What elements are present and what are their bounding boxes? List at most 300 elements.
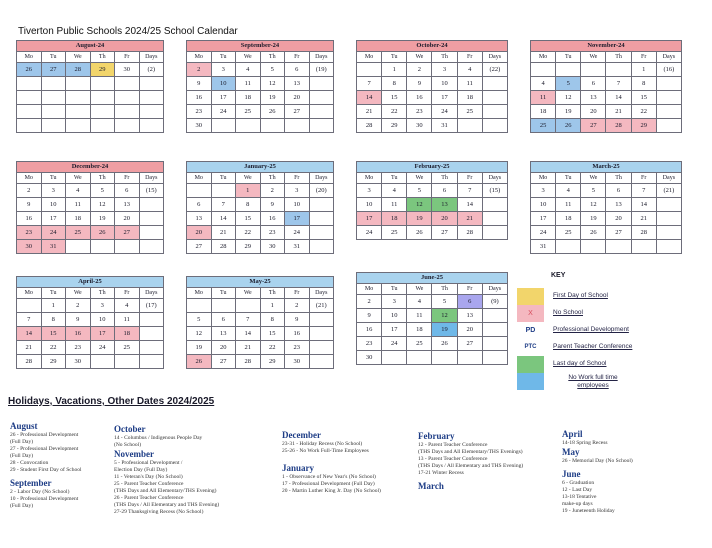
day-cell: [382, 351, 407, 365]
weekday-header: Fr: [457, 284, 482, 295]
days-count: [139, 240, 164, 254]
weekday-header: Th: [260, 288, 285, 299]
holiday-entry: 17 - Professional Development (Full Day): [282, 481, 375, 487]
day-cell: 10: [531, 198, 556, 212]
days-count: [139, 341, 164, 355]
days-count: [656, 226, 681, 240]
day-cell: 13: [581, 91, 606, 105]
day-cell: 4: [236, 63, 261, 77]
days-count: [656, 91, 681, 105]
month-calendar: [186, 161, 334, 254]
holiday-entry: 29 - Student First Day of School: [10, 467, 82, 473]
day-cell: [66, 77, 91, 91]
day-cell: [66, 91, 91, 105]
day-cell: 30: [260, 240, 285, 254]
day-cell: [17, 299, 42, 313]
days-header: Days: [656, 52, 681, 63]
key-swatch: [517, 356, 544, 373]
day-cell: [236, 299, 261, 313]
day-cell: 31: [41, 240, 66, 254]
day-cell: 14: [211, 212, 236, 226]
day-cell: 24: [382, 337, 407, 351]
day-cell: 17: [285, 212, 310, 226]
day-cell: 6: [457, 295, 482, 309]
day-cell: [187, 184, 212, 198]
holiday-entry: 14 - Columbus / Indigenous People Day: [114, 435, 203, 441]
day-cell: 29: [260, 355, 285, 369]
day-cell: 22: [382, 105, 407, 119]
day-cell: 21: [357, 105, 382, 119]
day-cell: 27: [41, 63, 66, 77]
weekday-header: Tu: [382, 173, 407, 184]
day-cell: 5: [90, 184, 115, 198]
day-cell: 23: [66, 341, 91, 355]
days-count: [309, 327, 334, 341]
weekday-header: Mo: [17, 52, 42, 63]
month-name: November-24: [531, 41, 682, 52]
day-cell: 23: [187, 105, 212, 119]
days-count: (15): [482, 184, 507, 198]
day-cell: [556, 240, 581, 254]
day-cell: 3: [285, 184, 310, 198]
day-cell: 8: [260, 313, 285, 327]
month-calendar: [530, 40, 682, 133]
day-cell: [581, 63, 606, 77]
month-name: April-25: [17, 277, 164, 288]
day-cell: [41, 105, 66, 119]
day-cell: 26: [260, 105, 285, 119]
days-count: [309, 119, 334, 133]
day-cell: 5: [556, 77, 581, 91]
day-cell: 3: [531, 184, 556, 198]
weekday-header: Th: [260, 52, 285, 63]
key-item: [517, 339, 697, 356]
day-cell: 14: [17, 327, 42, 341]
day-cell: 20: [581, 105, 606, 119]
day-cell: 11: [457, 77, 482, 91]
month-name: August-24: [17, 41, 164, 52]
day-cell: [631, 240, 656, 254]
holiday-entry: (Full Day): [10, 503, 34, 509]
day-cell: 17: [432, 91, 457, 105]
days-count: [482, 323, 507, 337]
day-cell: 13: [187, 212, 212, 226]
holiday-entry: 13-18 Tentative: [562, 494, 597, 500]
day-cell: 29: [382, 119, 407, 133]
day-cell: 19: [260, 91, 285, 105]
day-cell: 5: [187, 313, 212, 327]
day-cell: 25: [531, 119, 556, 133]
day-cell: [41, 77, 66, 91]
day-cell: 9: [66, 313, 91, 327]
day-cell: 28: [66, 63, 91, 77]
weekday-header: Tu: [41, 288, 66, 299]
days-count: [482, 309, 507, 323]
holiday-entry: (THS Days and All Elementary/THS Evenings): [418, 449, 523, 455]
day-cell: 6: [581, 77, 606, 91]
holiday-entry: 10 - Professional Development: [10, 496, 79, 502]
day-cell: 16: [357, 323, 382, 337]
day-cell: [17, 77, 42, 91]
day-cell: 20: [285, 91, 310, 105]
day-cell: [407, 351, 432, 365]
weekday-header: Tu: [211, 173, 236, 184]
day-cell: 8: [631, 77, 656, 91]
holiday-month: October: [114, 424, 146, 434]
day-cell: 25: [457, 105, 482, 119]
days-count: (20): [309, 184, 334, 198]
day-cell: 13: [285, 77, 310, 91]
day-cell: [90, 77, 115, 91]
day-cell: [17, 91, 42, 105]
day-cell: 6: [606, 184, 631, 198]
holiday-entry: 23-31 - Holiday Recess (No School): [282, 441, 363, 447]
days-header: Days: [139, 173, 164, 184]
day-cell: 14: [457, 198, 482, 212]
day-cell: 2: [66, 299, 91, 313]
day-cell: [115, 77, 140, 91]
day-cell: 19: [581, 212, 606, 226]
weekday-header: Th: [90, 52, 115, 63]
day-cell: 28: [211, 240, 236, 254]
holiday-month: December: [282, 430, 321, 440]
days-count: [309, 355, 334, 369]
holiday-entry: Election Day (Full Day): [114, 467, 168, 473]
holiday-entry: 6 - Graduation: [562, 480, 595, 486]
holiday-month: August: [10, 421, 38, 431]
weekday-header: Fr: [631, 173, 656, 184]
day-cell: 19: [187, 341, 212, 355]
day-cell: 30: [407, 119, 432, 133]
weekday-header: Fr: [285, 173, 310, 184]
holiday-column: [418, 431, 523, 492]
day-cell: 29: [236, 240, 261, 254]
day-cell: 26: [17, 63, 42, 77]
day-cell: 16: [285, 327, 310, 341]
days-count: (19): [309, 63, 334, 77]
weekday-header: We: [66, 173, 91, 184]
weekday-header: Th: [432, 284, 457, 295]
month-name: January-25: [187, 162, 334, 173]
days-count: [482, 91, 507, 105]
day-cell: 2: [187, 63, 212, 77]
day-cell: 12: [407, 198, 432, 212]
day-cell: 31: [285, 240, 310, 254]
day-cell: 24: [41, 226, 66, 240]
day-cell: [66, 105, 91, 119]
month-calendar: [16, 276, 164, 369]
weekday-header: Mo: [187, 173, 212, 184]
day-cell: 18: [531, 105, 556, 119]
weekday-header: We: [236, 52, 261, 63]
days-count: (2): [139, 63, 164, 77]
day-cell: [115, 91, 140, 105]
weekday-header: We: [66, 288, 91, 299]
day-cell: 25: [407, 337, 432, 351]
key-item: [517, 305, 697, 322]
holiday-month: March: [418, 481, 444, 491]
weekday-header: Tu: [382, 284, 407, 295]
day-cell: 9: [407, 77, 432, 91]
days-count: [139, 212, 164, 226]
weekday-header: Fr: [457, 52, 482, 63]
day-cell: 16: [17, 212, 42, 226]
days-count: [139, 313, 164, 327]
key-swatch: [517, 288, 544, 305]
weekday-header: Mo: [357, 173, 382, 184]
weekday-header: We: [236, 173, 261, 184]
day-cell: 17: [382, 323, 407, 337]
day-cell: 24: [432, 105, 457, 119]
days-count: [482, 105, 507, 119]
days-count: [482, 337, 507, 351]
weekday-header: Mo: [187, 288, 212, 299]
day-cell: 8: [382, 77, 407, 91]
day-cell: 28: [457, 226, 482, 240]
day-cell: [66, 119, 91, 133]
days-count: [309, 313, 334, 327]
days-count: [482, 77, 507, 91]
days-header: Days: [482, 284, 507, 295]
day-cell: [531, 63, 556, 77]
days-count: [309, 341, 334, 355]
day-cell: 18: [115, 327, 140, 341]
day-cell: 27: [432, 226, 457, 240]
weekday-header: Th: [606, 52, 631, 63]
day-cell: [357, 63, 382, 77]
day-cell: 30: [115, 63, 140, 77]
days-count: [656, 77, 681, 91]
day-cell: 29: [631, 119, 656, 133]
day-cell: [115, 355, 140, 369]
key-swatch: X: [517, 305, 544, 322]
day-cell: 1: [631, 63, 656, 77]
day-cell: 1: [382, 63, 407, 77]
day-cell: 18: [556, 212, 581, 226]
days-count: (21): [309, 299, 334, 313]
day-cell: 4: [382, 184, 407, 198]
weekday-header: Mo: [17, 173, 42, 184]
holiday-month: February: [418, 431, 455, 441]
holiday-entry: 26 - Parent Teacher Conference: [114, 495, 184, 501]
holiday-entry: 12 - Last Day: [562, 487, 593, 493]
day-cell: 11: [382, 198, 407, 212]
holiday-entry: 13 - Parent Teacher Conference: [418, 456, 488, 462]
day-cell: 16: [187, 91, 212, 105]
holiday-entry: (Full Day): [10, 453, 34, 459]
holiday-entry: (Full Day): [10, 439, 34, 445]
day-cell: 6: [115, 184, 140, 198]
day-cell: 26: [556, 119, 581, 133]
holiday-entry: 27-29 Thanksgiving Recess (No School): [114, 509, 204, 515]
holiday-entry: 28 - Convocation: [10, 460, 49, 466]
day-cell: 24: [357, 226, 382, 240]
day-cell: 20: [606, 212, 631, 226]
day-cell: 1: [260, 299, 285, 313]
day-cell: [187, 299, 212, 313]
month-name: February-25: [357, 162, 508, 173]
key-label: No School: [553, 309, 583, 316]
day-cell: 13: [115, 198, 140, 212]
weekday-header: Fr: [631, 52, 656, 63]
day-cell: 12: [556, 91, 581, 105]
day-cell: 23: [285, 341, 310, 355]
day-cell: [17, 119, 42, 133]
day-cell: 9: [285, 313, 310, 327]
days-count: (17): [139, 299, 164, 313]
day-cell: [41, 119, 66, 133]
day-cell: 2: [357, 295, 382, 309]
days-count: (9): [482, 295, 507, 309]
month-calendar: [530, 161, 682, 254]
day-cell: 27: [606, 226, 631, 240]
day-cell: 7: [236, 313, 261, 327]
holiday-column: [562, 429, 633, 515]
day-cell: 25: [66, 226, 91, 240]
day-cell: 14: [357, 91, 382, 105]
day-cell: 23: [17, 226, 42, 240]
day-cell: 9: [357, 309, 382, 323]
day-cell: 25: [115, 341, 140, 355]
day-cell: 17: [531, 212, 556, 226]
day-cell: 3: [357, 184, 382, 198]
day-cell: 25: [556, 226, 581, 240]
day-cell: 28: [631, 226, 656, 240]
day-cell: 28: [606, 119, 631, 133]
key-label: Professional Development: [553, 326, 629, 333]
weekday-header: We: [407, 52, 432, 63]
day-cell: 30: [17, 240, 42, 254]
days-count: (21): [656, 184, 681, 198]
key-swatch: PD: [525, 327, 536, 334]
day-cell: 8: [236, 198, 261, 212]
day-cell: 15: [260, 327, 285, 341]
weekday-header: We: [407, 173, 432, 184]
day-cell: 9: [17, 198, 42, 212]
days-count: [309, 198, 334, 212]
day-cell: 10: [357, 198, 382, 212]
day-cell: 20: [187, 226, 212, 240]
day-cell: [90, 240, 115, 254]
day-cell: 7: [357, 77, 382, 91]
holidays-title: Holidays, Vacations, Other Dates 2024/2025: [8, 396, 215, 407]
holiday-month: September: [10, 478, 52, 488]
day-cell: 11: [407, 309, 432, 323]
days-header: Days: [656, 173, 681, 184]
day-cell: 2: [285, 299, 310, 313]
day-cell: 18: [66, 212, 91, 226]
day-cell: [606, 63, 631, 77]
day-cell: 27: [187, 240, 212, 254]
day-cell: 23: [357, 337, 382, 351]
day-cell: 25: [236, 105, 261, 119]
key-label: First Day of School: [553, 292, 608, 299]
month-name: June-25: [357, 273, 508, 284]
days-count: [656, 119, 681, 133]
holiday-entry: 1 - Observance of New Year's (No School): [282, 474, 376, 480]
day-cell: 23: [260, 226, 285, 240]
days-count: [309, 91, 334, 105]
weekday-header: Th: [432, 173, 457, 184]
holiday-entry: (THS Days and All Elementary/THS Evening): [114, 488, 217, 494]
days-header: Days: [139, 288, 164, 299]
weekday-header: We: [581, 52, 606, 63]
month-name: September-24: [187, 41, 334, 52]
day-cell: 20: [457, 323, 482, 337]
weekday-header: We: [581, 173, 606, 184]
day-cell: 2: [407, 63, 432, 77]
day-cell: 15: [631, 91, 656, 105]
holiday-column: [282, 430, 381, 495]
day-cell: 24: [531, 226, 556, 240]
day-cell: 7: [606, 77, 631, 91]
days-count: [139, 198, 164, 212]
day-cell: [115, 240, 140, 254]
day-cell: 28: [17, 355, 42, 369]
day-cell: 11: [531, 91, 556, 105]
day-cell: 13: [432, 198, 457, 212]
day-cell: 10: [285, 198, 310, 212]
weekday-header: Fr: [115, 52, 140, 63]
days-count: [139, 105, 164, 119]
day-cell: 6: [211, 313, 236, 327]
holiday-entry: 19 - Juneteenth Holiday: [562, 508, 615, 514]
day-cell: 30: [285, 355, 310, 369]
day-cell: 19: [90, 212, 115, 226]
day-cell: 4: [66, 184, 91, 198]
day-cell: 3: [90, 299, 115, 313]
holiday-entry: 20 - Martin Luther King Jr. Day (No School): [282, 488, 381, 494]
day-cell: 3: [211, 63, 236, 77]
key-label: Last day of School: [553, 360, 607, 367]
days-count: [482, 351, 507, 365]
days-count: [656, 198, 681, 212]
day-cell: 6: [432, 184, 457, 198]
day-cell: [211, 299, 236, 313]
day-cell: 11: [236, 77, 261, 91]
day-cell: 19: [432, 323, 457, 337]
weekday-header: Th: [432, 52, 457, 63]
day-cell: 17: [41, 212, 66, 226]
key-item: [517, 322, 697, 339]
day-cell: 10: [382, 309, 407, 323]
day-cell: 5: [581, 184, 606, 198]
day-cell: 8: [41, 313, 66, 327]
day-cell: 7: [17, 313, 42, 327]
day-cell: 12: [260, 77, 285, 91]
weekday-header: Th: [90, 288, 115, 299]
days-count: [482, 212, 507, 226]
days-header: Days: [309, 288, 334, 299]
days-count: [482, 198, 507, 212]
holiday-column: [10, 421, 82, 510]
day-cell: 22: [260, 341, 285, 355]
days-count: [656, 105, 681, 119]
day-cell: 31: [531, 240, 556, 254]
holiday-entry: make-up days: [562, 501, 593, 507]
day-cell: [457, 351, 482, 365]
day-cell: 21: [236, 341, 261, 355]
holiday-month: January: [282, 463, 315, 473]
key-label: No Work full time employees: [568, 374, 618, 389]
day-cell: 26: [407, 226, 432, 240]
days-header: Days: [482, 52, 507, 63]
day-cell: [90, 91, 115, 105]
day-cell: 29: [41, 355, 66, 369]
day-cell: 17: [90, 327, 115, 341]
month-calendar: [16, 40, 164, 133]
key-item: [517, 356, 697, 373]
